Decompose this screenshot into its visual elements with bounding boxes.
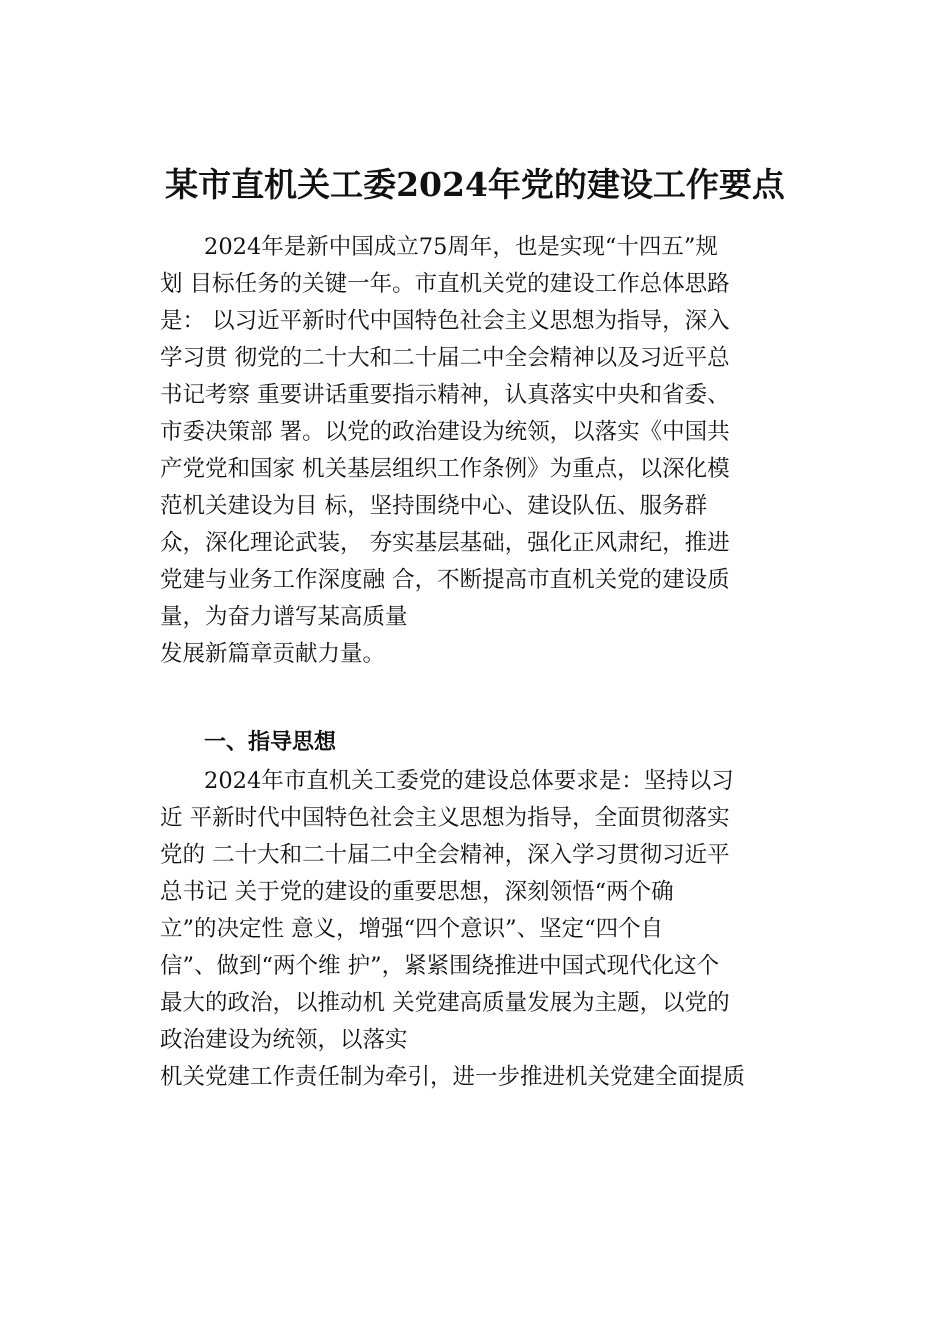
paragraph-line: 众，深化理论武装， 夯实基层基础，强化正风肃纪，推进 — [160, 530, 730, 556]
paragraph-line: 书记考察 重要讲话重要指示精神，认真落实中央和省委、 — [160, 382, 730, 408]
paragraph-line: 最大的政治，以推动机 关党建高质量发展为主题，以党的 — [160, 990, 730, 1016]
paragraph-line: 产党党和国家 机关基层组织工作条例》为重点，以深化模 — [160, 456, 730, 482]
paragraph-line: 划 目标任务的关键一年。市直机关党的建设工作总体思路 — [160, 271, 730, 297]
intro-paragraph — [160, 229, 830, 673]
paragraph-line: 市委决策部 署。以党的政治建设为统领，以落实《中国共 — [160, 419, 730, 445]
paragraph-line: 近 平新时代中国特色社会主义思想为指导，全面贯彻落实 — [160, 805, 730, 831]
paragraph-line: 机关党建工作责任制为牵引，进一步推进机关党建全面提质 — [160, 1064, 746, 1090]
section-heading: 一、指导思想 — [204, 730, 337, 755]
paragraph-line: 党的 二十大和二十届二中全会精神，深入学习贯彻习近平 — [160, 842, 730, 868]
paragraph-line: 是： 以习近平新时代中国特色社会主义思想为指导，深入 — [160, 308, 730, 334]
section-guiding-thought — [160, 723, 830, 1096]
paragraph-line: 党建与业务工作深度融 合，不断提高市直机关党的建设质 — [160, 567, 730, 593]
paragraph-line: 学习贯 彻党的二十大和二十届二中全会精神以及习近平总 — [160, 345, 730, 371]
paragraph-line: 立”的决定性 意义，增强“四个意识”、坚定“四个自 — [160, 916, 664, 942]
paragraph-line: 2024年是新中国成立75周年，也是实现“十四五”规 — [204, 234, 718, 260]
paragraph-line: 量，为奋力谱写某高质量 — [160, 604, 408, 630]
paragraph-line: 发展新篇章贡献力量。 — [160, 641, 386, 667]
paragraph-line: 政治建设为统领，以落实 — [160, 1027, 408, 1053]
paragraph-line: 范机关建设为目 标，坚持围绕中心、建设队伍、服务群 — [160, 493, 708, 519]
paragraph-line: 2024年市直机关工委党的建设总体要求是：坚持以习 — [204, 768, 734, 794]
document-title: 某市直机关工委2024年党的建设工作要点 — [165, 165, 785, 204]
paragraph-line: 总书记 关于党的建设的重要思想，深刻领悟“两个确 — [160, 879, 674, 905]
paragraph-line: 信”、做到“两个维 护”，紧紧围绕推进中国式现代化这个 — [160, 953, 720, 979]
